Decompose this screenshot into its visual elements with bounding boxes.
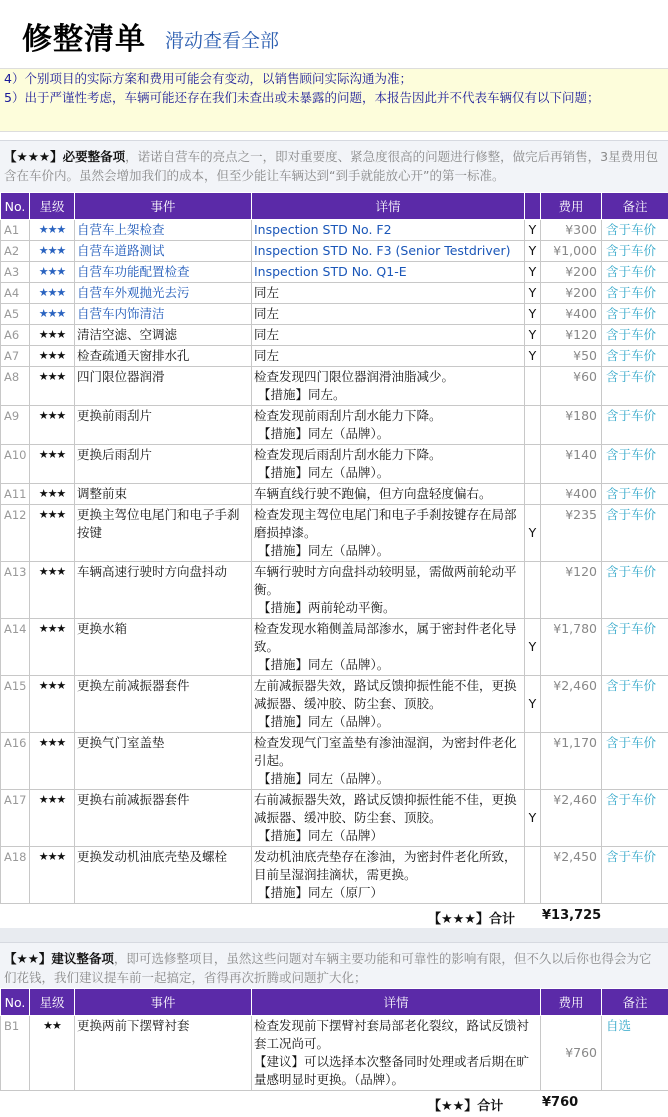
remark-cell: 含于车价: [602, 220, 668, 241]
fee-cell: ¥50: [541, 346, 602, 367]
event-cell: 更换后雨刮片: [75, 445, 252, 484]
confirm-flag: [525, 733, 541, 790]
detail-cell: [252, 367, 525, 406]
detail-line: 同左: [254, 327, 280, 342]
fee-cell: ¥2,460: [541, 676, 602, 733]
star-rating: ★★★: [30, 484, 75, 505]
fee-cell: ¥1,780: [541, 619, 602, 676]
remark-cell: 含于车价: [602, 505, 668, 562]
event-cell[interactable]: 自营车功能配置检查: [75, 262, 252, 283]
table-row[interactable]: [1, 325, 668, 346]
detail-cell: [252, 406, 525, 445]
detail-line: 【措施】同左（品牌）。: [258, 426, 390, 441]
row-number: A18: [1, 847, 30, 904]
row-number: A4: [1, 283, 30, 304]
confirm-flag: Y: [525, 619, 541, 676]
remark-cell: 含于车价: [602, 367, 668, 406]
detail-line: 右前减振器失效，路试反馈抑振性能不佳，更换减振器、缓冲胶、防尘套、顶胶。: [254, 792, 517, 825]
table-row[interactable]: [1, 733, 668, 790]
detail-line: 检查发现后雨刮片刮水能力下降。: [254, 447, 442, 462]
section1-total-value: ¥13,725: [542, 908, 602, 923]
table-row[interactable]: [1, 562, 668, 619]
detail-line: 【措施】同左（品牌）。: [258, 465, 390, 480]
fee-cell: ¥1,170: [541, 733, 602, 790]
remark-cell: 含于车价: [602, 325, 668, 346]
confirm-flag: Y: [525, 676, 541, 733]
detail-line: 【措施】同左。: [258, 387, 346, 402]
confirm-flag: Y: [525, 346, 541, 367]
note-4: 4）个别项目的实际方案和费用可能会有变动，以销售顾问实际沟通为准；: [4, 71, 412, 86]
star-rating: ★★★: [30, 505, 75, 562]
section1-total-label: 【★★★】合计: [428, 912, 515, 927]
fee-cell: ¥200: [541, 283, 602, 304]
table-row[interactable]: [1, 346, 668, 367]
remark-cell: 含于车价: [602, 406, 668, 445]
detail-cell: [252, 562, 525, 619]
table-row[interactable]: [1, 220, 668, 241]
fee-cell: ¥60: [541, 367, 602, 406]
remark-cell: 含于车价: [602, 241, 668, 262]
table-row[interactable]: [1, 304, 668, 325]
fee-cell: ¥180: [541, 406, 602, 445]
note-5: 5）出于严谨性考虑，车辆可能还存在我们未查出或未暴露的问题，本报告因此并不代表车辆仅有以下问题；: [4, 90, 600, 105]
row-number: A8: [1, 367, 30, 406]
section2-total-label: 【★★】合计: [428, 1099, 504, 1114]
row-number: A11: [1, 484, 30, 505]
table-row[interactable]: [1, 241, 668, 262]
confirm-flag: Y: [525, 304, 541, 325]
fee-cell: ¥120: [541, 325, 602, 346]
star-rating: ★★★: [30, 445, 75, 484]
detail-line: 【措施】同左（品牌）: [258, 828, 384, 843]
remark-cell: 含于车价: [602, 304, 668, 325]
remark-cell[interactable]: 自选: [602, 1016, 668, 1091]
remark-cell: 含于车价: [602, 676, 668, 733]
remark-cell: 含于车价: [602, 445, 668, 484]
fee-cell: ¥400: [541, 304, 602, 325]
event-cell: 四门限位器润滑: [75, 367, 252, 406]
star-rating: ★★★: [30, 406, 75, 445]
event-cell: 更换右前减振器套件: [75, 790, 252, 847]
event-cell: 更换气门室盖垫: [75, 733, 252, 790]
confirm-flag: [525, 562, 541, 619]
fee-cell: ¥200: [541, 262, 602, 283]
detail-cell: [252, 676, 525, 733]
fee-cell: ¥2,450: [541, 847, 602, 904]
star-rating: ★★★: [30, 304, 75, 325]
confirm-flag: Y: [525, 325, 541, 346]
fee-cell: ¥140: [541, 445, 602, 484]
confirm-flag: Y: [525, 220, 541, 241]
col-detail: 详情: [252, 193, 525, 220]
detail-line: 检查发现水箱侧盖局部渗水，属于密封件老化导致。: [254, 621, 517, 654]
event-cell: 更换水箱: [75, 619, 252, 676]
detail-cell: [252, 1016, 541, 1091]
remark-cell: 含于车价: [602, 562, 668, 619]
section1-intro-title: 【★★★】必要整备项: [4, 149, 126, 164]
detail-line: 左前减振器失效，路试反馈抑振性能不佳，更换减振器、缓冲胶、防尘套、顶胶。: [254, 678, 517, 711]
row-number: A3: [1, 262, 30, 283]
detail-line: 同左: [254, 306, 280, 321]
star-rating: ★★★: [30, 562, 75, 619]
fee-cell: ¥400: [541, 484, 602, 505]
confirm-flag: Y: [525, 241, 541, 262]
row-number: A6: [1, 325, 30, 346]
detail-cell: [252, 241, 525, 262]
table-row[interactable]: [1, 505, 668, 562]
detail-line: 车辆直线行驶不跑偏，但方向盘轻度偏右。: [254, 486, 492, 501]
star-rating: ★★★: [30, 283, 75, 304]
detail-cell: [252, 304, 525, 325]
section1-total: [0, 906, 668, 928]
fee-cell: ¥760: [541, 1016, 602, 1091]
col-fee: 费用: [541, 989, 602, 1016]
remark-cell: 含于车价: [602, 283, 668, 304]
remark-cell: 含于车价: [602, 790, 668, 847]
detail-cell: [252, 505, 525, 562]
detail-line: 同左: [254, 285, 280, 300]
section2-table: [0, 988, 668, 1091]
remark-cell: 含于车价: [602, 847, 668, 904]
remark-cell: 含于车价: [602, 262, 668, 283]
table-row[interactable]: [1, 676, 668, 733]
row-number: A5: [1, 304, 30, 325]
detail-cell: [252, 262, 525, 283]
detail-line: 【措施】同左（品牌）。: [258, 714, 390, 729]
confirm-flag: [525, 445, 541, 484]
table-row[interactable]: [1, 445, 668, 484]
detail-line: 【措施】同左（品牌）。: [258, 657, 390, 672]
detail-cell: [252, 220, 525, 241]
event-cell[interactable]: 自营车道路测试: [75, 241, 252, 262]
row-number: A9: [1, 406, 30, 445]
detail-line: Inspection STD No. Q1-E: [254, 264, 407, 279]
event-cell: 清洁空滤、空调滤: [75, 325, 252, 346]
confirm-flag: [525, 484, 541, 505]
confirm-flag: Y: [525, 505, 541, 562]
star-rating: ★★★: [30, 619, 75, 676]
event-cell: 更换发动机油底壳垫及螺栓: [75, 847, 252, 904]
event-cell[interactable]: 自营车外观抛光去污: [75, 283, 252, 304]
section2-table-header: [1, 989, 668, 1016]
detail-line: 【措施】同左（原厂）: [258, 885, 384, 900]
confirm-flag: Y: [525, 790, 541, 847]
row-number: A15: [1, 676, 30, 733]
section2-intro: [0, 942, 668, 989]
event-cell[interactable]: 自营车上架检查: [75, 220, 252, 241]
section-divider: [0, 928, 668, 942]
section1-table-header: [1, 193, 668, 220]
detail-line: 同左: [254, 348, 280, 363]
section1-intro: [0, 140, 668, 193]
table-row[interactable]: [1, 1016, 668, 1091]
row-number: A14: [1, 619, 30, 676]
col-remark: 备注: [602, 989, 668, 1016]
event-cell[interactable]: 自营车内饰清洁: [75, 304, 252, 325]
fee-cell: ¥120: [541, 562, 602, 619]
remark-cell: 含于车价: [602, 619, 668, 676]
table-row[interactable]: [1, 283, 668, 304]
star-rating: ★★★: [30, 220, 75, 241]
detail-line: 检查发现前下摆臂衬套局部老化裂纹，路试反馈衬套工况尚可。: [254, 1018, 530, 1051]
col-flag: [525, 193, 541, 220]
detail-line: 检查发现前雨刮片刮水能力下降。: [254, 408, 442, 423]
detail-cell: [252, 445, 525, 484]
detail-line: 检查发现气门室盖垫有渗油湿润，为密封件老化引起。: [254, 735, 517, 768]
table-row[interactable]: [1, 790, 668, 847]
remark-cell: 含于车价: [602, 346, 668, 367]
detail-line: 【措施】同左（品牌）。: [258, 771, 390, 786]
detail-line: 发动机油底壳垫存在渗油，为密封件老化所致，目前呈湿润挂滴状，需更换。: [254, 849, 517, 882]
event-cell: 检查疏通天窗排水孔: [75, 346, 252, 367]
confirm-flag: [525, 847, 541, 904]
fee-cell: ¥300: [541, 220, 602, 241]
star-rating: ★★★: [30, 241, 75, 262]
col-event: 事件: [75, 193, 252, 220]
detail-line: Inspection STD No. F3 (Senior Testdriver): [254, 243, 511, 258]
col-event: 事件: [75, 989, 252, 1016]
section1-table: [0, 192, 668, 904]
detail-cell: [252, 733, 525, 790]
event-cell: 调整前束: [75, 484, 252, 505]
star-rating: ★★: [30, 1016, 75, 1091]
section2-total-value: ¥760: [542, 1095, 579, 1110]
detail-line: 检查发现主驾位电尾门和电子手刹按键存在局部磨损掉漆。: [254, 507, 517, 540]
detail-cell: [252, 619, 525, 676]
row-number: B1: [1, 1016, 30, 1091]
col-detail: 详情: [252, 989, 541, 1016]
table-row[interactable]: [1, 619, 668, 676]
confirm-flag: Y: [525, 283, 541, 304]
col-star: 星级: [30, 193, 75, 220]
row-number: A10: [1, 445, 30, 484]
detail-cell: [252, 283, 525, 304]
detail-line: 【措施】两前轮动平衡。: [258, 600, 396, 615]
row-number: A17: [1, 790, 30, 847]
detail-cell: [252, 847, 525, 904]
table-row[interactable]: [1, 484, 668, 505]
detail-cell: [252, 346, 525, 367]
detail-line: Inspection STD No. F2: [254, 222, 392, 237]
table-row[interactable]: [1, 262, 668, 283]
event-cell: 更换两前下摆臂衬套: [75, 1016, 252, 1091]
detail-line: 【建议】可以选择本次整备同时处理或者后期在旷量感明显时更换。（品牌）。: [254, 1054, 530, 1087]
row-number: A13: [1, 562, 30, 619]
star-rating: ★★★: [30, 847, 75, 904]
table-row[interactable]: [1, 847, 668, 904]
event-cell: 更换主驾位电尾门和电子手刹按键: [75, 505, 252, 562]
star-rating: ★★★: [30, 325, 75, 346]
fee-cell: ¥1,000: [541, 241, 602, 262]
page-header: [0, 0, 668, 68]
detail-cell: [252, 484, 525, 505]
fee-cell: ¥2,460: [541, 790, 602, 847]
detail-cell: [252, 790, 525, 847]
remark-cell: 含于车价: [602, 733, 668, 790]
notes-box: [0, 68, 668, 132]
col-fee: 费用: [541, 193, 602, 220]
star-rating: ★★★: [30, 367, 75, 406]
section2-intro-title: 【★★】建议整备项: [4, 951, 114, 966]
row-number: A12: [1, 505, 30, 562]
confirm-flag: [525, 406, 541, 445]
page-title: 修整清单: [22, 22, 146, 57]
star-rating: ★★★: [30, 262, 75, 283]
row-number: A2: [1, 241, 30, 262]
scroll-hint-link[interactable]: 滑动查看全部: [165, 30, 280, 52]
col-no: No.: [1, 989, 30, 1016]
star-rating: ★★★: [30, 733, 75, 790]
fee-cell: ¥235: [541, 505, 602, 562]
detail-line: 【措施】同左（品牌）。: [258, 543, 390, 558]
event-cell: 更换前雨刮片: [75, 406, 252, 445]
event-cell: 车辆高速行驶时方向盘抖动: [75, 562, 252, 619]
section2-total: [0, 1093, 668, 1115]
table-row[interactable]: [1, 406, 668, 445]
star-rating: ★★★: [30, 346, 75, 367]
col-star: 星级: [30, 989, 75, 1016]
col-no: No.: [1, 193, 30, 220]
col-remark: 备注: [602, 193, 668, 220]
section2-intro-text: ，即可选修整项目，虽然这些问题对车辆主要功能和可靠性的影响有限，但不久以后你也得会为它们花钱，我们建议提车前一起搞定，省得再次折腾或问题扩大化；: [4, 951, 652, 985]
section1-intro-text: ，诺诺自营车的亮点之一，即对重要度、紧急度很高的问题进行修整，做完后再销售，3星费用包含在车价内。虽然会增加我们的成本，但至少能让车辆达到“到手就能放心开”的第一标准。: [4, 149, 659, 183]
table-row[interactable]: [1, 367, 668, 406]
detail-cell: [252, 325, 525, 346]
remark-cell: 含于车价: [602, 484, 668, 505]
confirm-flag: Y: [525, 262, 541, 283]
row-number: A16: [1, 733, 30, 790]
event-cell: 更换左前减振器套件: [75, 676, 252, 733]
star-rating: ★★★: [30, 790, 75, 847]
detail-line: 车辆行驶时方向盘抖动较明显，需做两前轮动平衡。: [254, 564, 517, 597]
detail-line: 检查发现四门限位器润滑油脂减少。: [254, 369, 455, 384]
row-number: A1: [1, 220, 30, 241]
star-rating: ★★★: [30, 676, 75, 733]
confirm-flag: [525, 367, 541, 406]
row-number: A7: [1, 346, 30, 367]
